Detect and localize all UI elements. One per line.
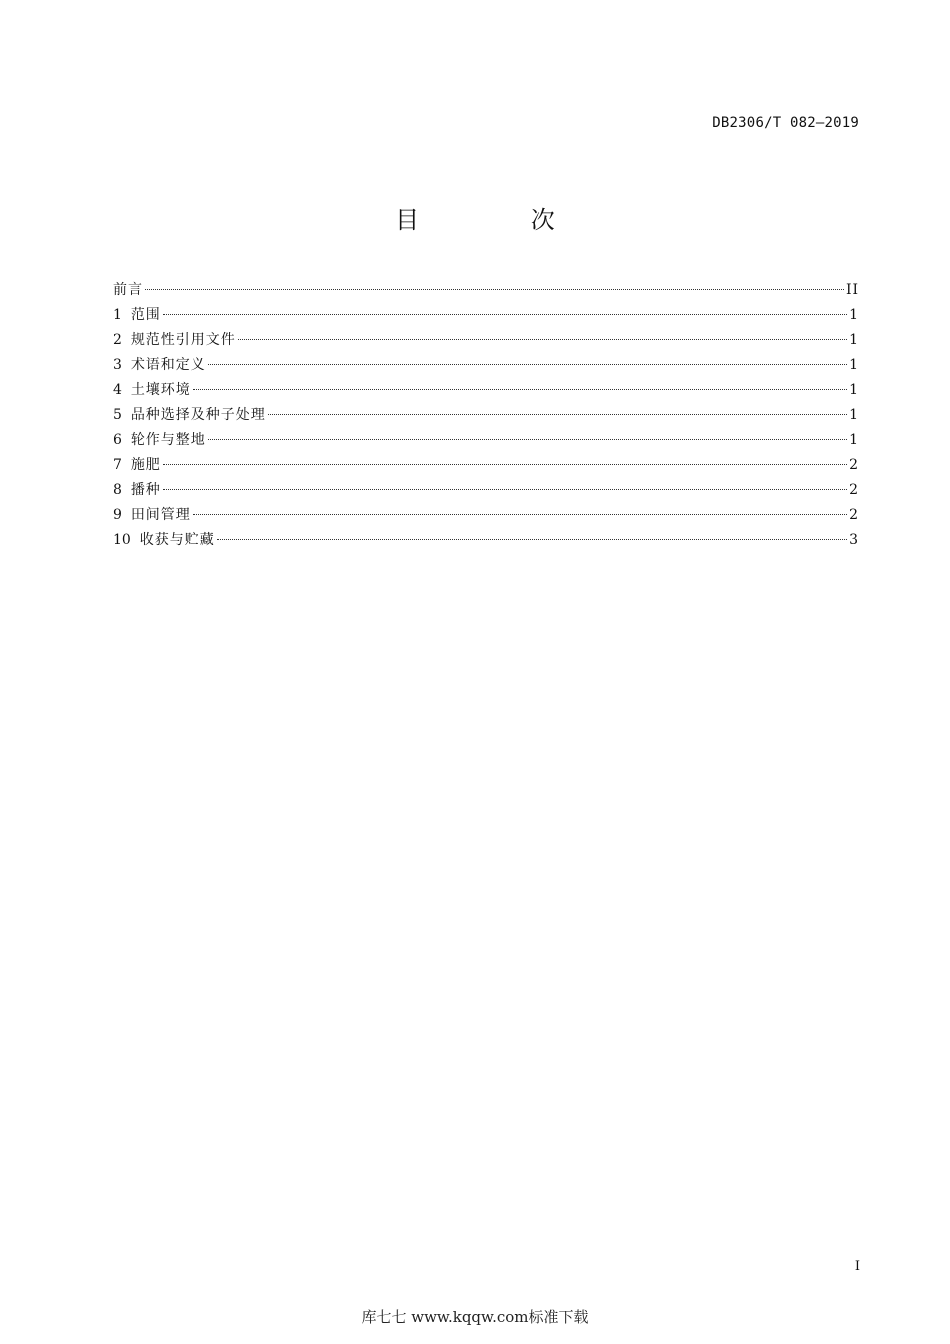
toc-entry-number: 1 [113,307,131,323]
toc-entry[interactable] [113,330,859,355]
toc-entry-label: 术语和定义 [130,357,206,373]
toc-entry[interactable] [113,405,859,430]
toc-entry-number: 5 [113,407,131,423]
toc-entry-label: 收获与贮藏 [139,532,215,548]
toc-entry-number: 3 [113,357,131,373]
toc-entry-label: 范围 [130,307,161,323]
footer-watermark: 库七七 www.kqqw.com标准下载 [361,1308,589,1326]
toc-dot-leader [208,364,847,365]
toc-entry[interactable] [113,380,859,405]
toc-dot-leader [163,489,847,490]
toc-entry-number: 10 [113,532,140,548]
toc-entry-label: 轮作与整地 [130,432,206,448]
toc-entry[interactable] [113,355,859,380]
toc-entry-label: 施肥 [130,457,161,473]
toc-entry-number: 7 [113,457,131,473]
toc-entry[interactable] [113,455,859,480]
toc-entry-number: 8 [113,482,131,498]
toc-entry-page: 2 [849,482,859,498]
toc-entry-page: 1 [849,332,859,348]
toc-entry[interactable] [113,305,859,330]
toc-entry-page: II [845,282,859,298]
toc-entry-label: 播种 [130,482,161,498]
toc-dot-leader [268,414,847,415]
table-of-contents [113,280,859,555]
toc-entry-number: 9 [113,507,131,523]
toc-entry-label: 前言 [113,282,143,298]
toc-dot-leader [145,289,844,290]
toc-entry[interactable] [113,505,859,530]
toc-entry-number: 2 [113,332,131,348]
document-code: DB2306/T 082—2019 [712,115,859,131]
toc-entry-label: 田间管理 [130,507,191,523]
toc-entry-number: 4 [113,382,131,398]
toc-entry-page: 1 [849,382,859,398]
toc-entry-page: 1 [849,432,859,448]
toc-entry-page: 1 [849,307,859,323]
toc-entry-page: 2 [849,507,859,523]
toc-entry[interactable] [113,480,859,505]
toc-dot-leader [163,314,847,315]
toc-entry-label: 品种选择及种子处理 [130,407,266,423]
toc-entry-number: 6 [113,432,131,448]
toc-entry-page: 2 [849,457,859,473]
toc-entry[interactable] [113,530,859,555]
toc-entry-page: 1 [849,407,859,423]
toc-dot-leader [193,514,847,515]
toc-entry-label: 土壤环境 [130,382,191,398]
page-title: 目 次 [395,206,607,234]
toc-dot-leader [193,389,847,390]
toc-entry-label: 规范性引用文件 [130,332,236,348]
toc-entry-page: 1 [849,357,859,373]
toc-dot-leader [208,439,847,440]
toc-dot-leader [217,539,847,540]
page-number: I [854,1259,860,1274]
toc-dot-leader [238,339,847,340]
toc-entry-page: 3 [849,532,859,548]
toc-entry[interactable] [113,430,859,455]
toc-dot-leader [163,464,847,465]
toc-entry[interactable] [113,280,859,305]
